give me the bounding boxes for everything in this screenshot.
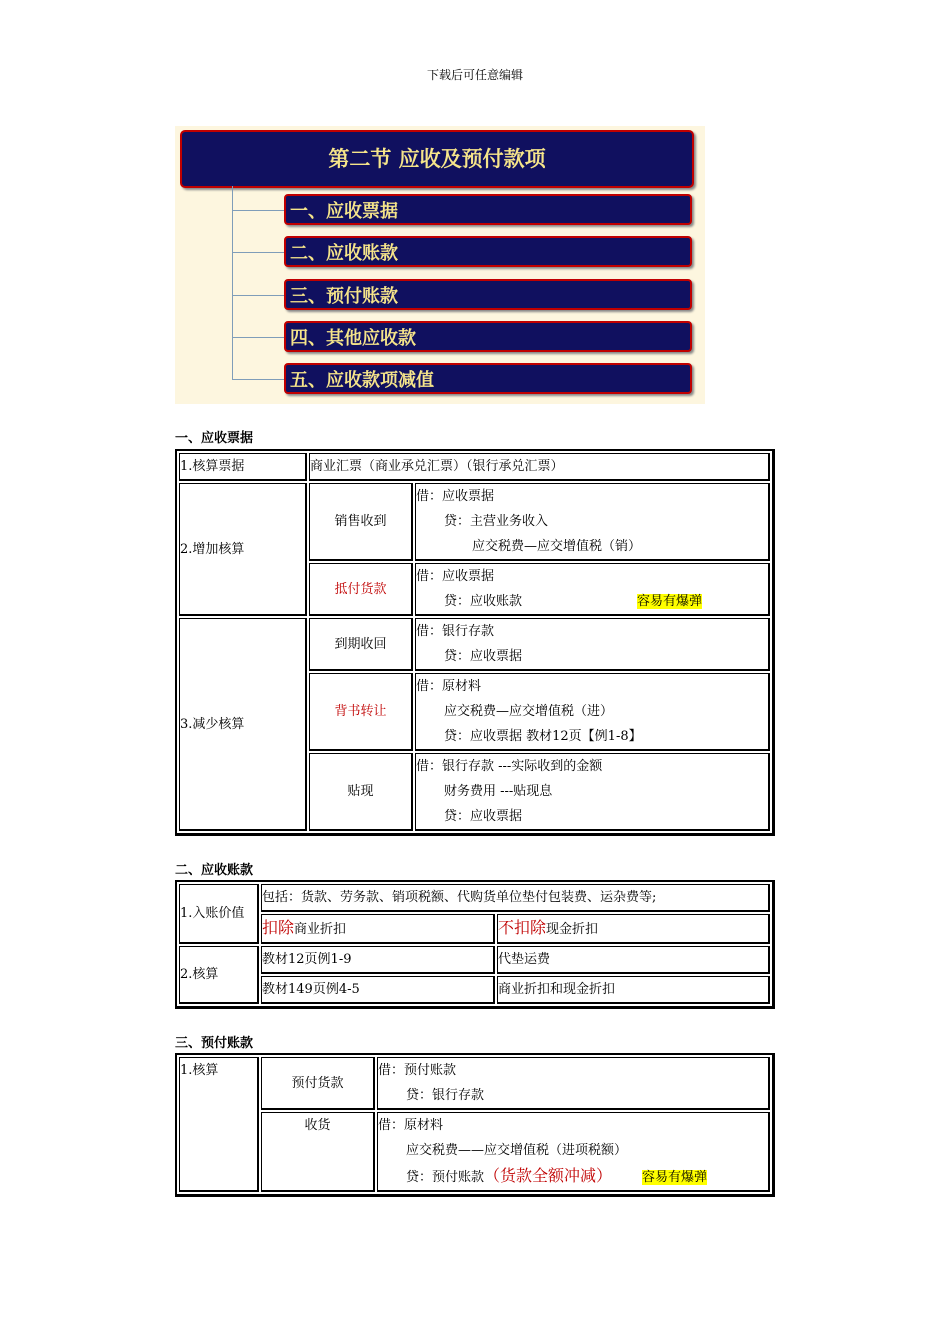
entry-line: 借：原材料	[378, 1118, 444, 1133]
entry-line: 贷：银行存款	[406, 1088, 485, 1103]
connector-branch	[232, 295, 284, 296]
entry-line: 贷：应收票据	[444, 649, 523, 664]
cell: 代垫运费	[497, 946, 770, 974]
diagram-item: 一、应收票据	[284, 194, 692, 225]
accounts-receivable-table	[175, 880, 775, 1009]
case-label: 预付货款	[261, 1057, 375, 1110]
emphasis: 扣除	[262, 918, 295, 937]
connector-line	[232, 186, 233, 380]
cell: 教材12页例1-9	[261, 946, 495, 974]
row-label: 1.核算	[179, 1057, 259, 1192]
diagram-item: 五、应收款项减值	[284, 363, 692, 394]
connector-branch	[232, 379, 284, 380]
cell: 教材149页例4-5	[261, 976, 495, 1004]
entry-line: 贷：应收票据	[444, 809, 523, 824]
entry-line: 借：银行存款	[416, 624, 495, 639]
cell-text: 商业折扣	[294, 922, 347, 937]
prepayments-table	[175, 1053, 775, 1197]
case-label-highlight: 抵付货款	[309, 563, 413, 616]
connector-branch	[232, 337, 284, 338]
row-value: 包括：货款、劳务款、销项税额、代购货单位垫付包装费、运杂费等;	[261, 884, 770, 912]
entry-line	[378, 1163, 768, 1190]
journal-entry	[377, 1057, 770, 1110]
entry-line: 贷：应收票据 教材12页【例1-8】	[444, 729, 642, 744]
diagram-item: 四、其他应收款	[284, 321, 692, 352]
cell: 商业折扣和现金折扣	[497, 976, 770, 1004]
diagram-item: 二、应收账款	[284, 236, 692, 267]
emphasis: （货款全额冲减）	[484, 1166, 613, 1185]
cell-text: 现金折扣	[546, 922, 599, 937]
entry-line: 借：应收票据	[416, 489, 495, 504]
cell	[497, 914, 770, 944]
section-outline-diagram	[175, 126, 705, 404]
case-label: 收货	[261, 1112, 375, 1192]
entry-line: 应交税费—应交增值税（销）	[472, 539, 642, 554]
case-label: 到期收回	[309, 618, 413, 671]
entry-line: 财务费用 ---贴现息	[444, 784, 553, 799]
diagram-title: 第二节 应收及预付款项	[180, 130, 694, 188]
row-label: 3.减少核算	[179, 618, 307, 831]
entry-text: 贷：预付账款	[406, 1170, 485, 1185]
journal-entry	[415, 673, 770, 751]
section-title: 一、应收票据	[175, 431, 254, 446]
journal-entry	[415, 563, 770, 616]
row-value: 商业汇票（商业承兑汇票）（银行承兑汇票）	[309, 453, 770, 481]
section-title: 二、应收账款	[175, 863, 254, 878]
row-label: 1.入账价值	[179, 884, 259, 944]
case-label: 贴现	[309, 753, 413, 831]
connector-branch	[232, 252, 284, 253]
journal-entry	[415, 618, 770, 671]
entry-text: 贷：应收账款	[444, 594, 523, 609]
entry-line: 借：预付账款	[378, 1063, 457, 1078]
warning-note: 容易有爆弹	[637, 594, 703, 609]
warning-note: 容易有爆弹	[642, 1170, 708, 1185]
entry-line: 应交税费——应交增值税（进项税额）	[406, 1143, 628, 1158]
case-label-highlight: 背书转让	[309, 673, 413, 751]
case-label: 销售收到	[309, 483, 413, 561]
diagram-item: 三、预付账款	[284, 279, 692, 310]
entry-line: 应交税费—应交增值税（进）	[444, 704, 614, 719]
cell	[261, 914, 495, 944]
journal-entry	[415, 483, 770, 561]
notes-receivable-table	[175, 449, 775, 836]
entry-line	[416, 589, 768, 614]
connector-branch	[232, 210, 284, 211]
section-title: 三、预付账款	[175, 1036, 254, 1051]
entry-line: 借：原材料	[416, 679, 482, 694]
entry-line: 贷：主营业务收入	[444, 514, 549, 529]
row-label: 1.核算票据	[179, 453, 307, 481]
journal-entry	[415, 753, 770, 831]
header-note: 下载后可任意编辑	[426, 68, 523, 82]
journal-entry	[377, 1112, 770, 1192]
row-label: 2.核算	[179, 946, 259, 1004]
entry-line: 借：银行存款 ---实际收到的金额	[416, 759, 603, 774]
entry-line: 借：应收票据	[416, 569, 495, 584]
row-label: 2.增加核算	[179, 483, 307, 616]
emphasis: 不扣除	[498, 918, 547, 937]
